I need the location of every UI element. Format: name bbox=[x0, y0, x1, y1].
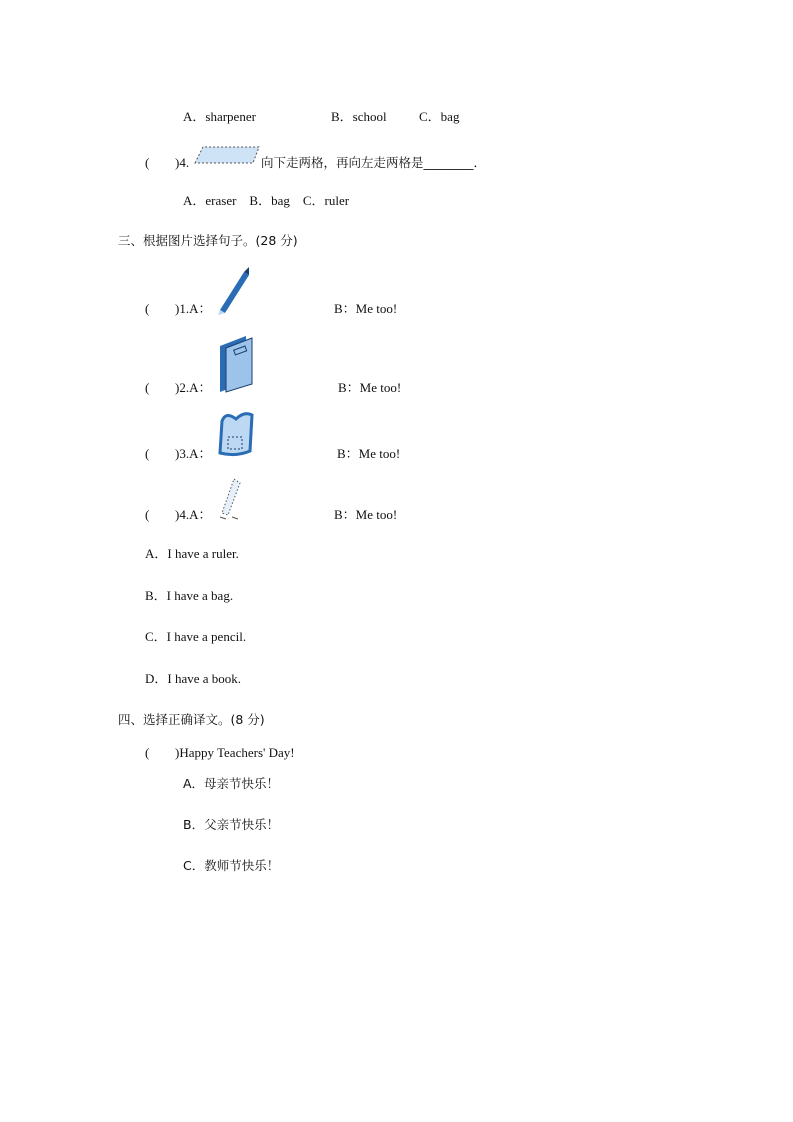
answer-paren: ( bbox=[145, 507, 150, 522]
question-options: A．eraser B．bag C．ruler bbox=[183, 193, 350, 208]
choice: C．I have a pencil. bbox=[145, 629, 247, 644]
item-label: )4.A： bbox=[175, 507, 212, 522]
question-text: )Happy Teachers' Day! bbox=[175, 745, 295, 760]
section-title: 三、根据图片选择句子。(28 分) bbox=[118, 233, 298, 248]
question-number: )4. bbox=[175, 155, 190, 170]
ruler-icon bbox=[218, 477, 244, 521]
option: A．母亲节快乐！ bbox=[183, 776, 280, 791]
reply: B：Me too! bbox=[338, 380, 402, 395]
answer-paren: ( bbox=[145, 380, 150, 395]
answer-paren: ( bbox=[145, 745, 150, 760]
item-label: )1.A： bbox=[175, 301, 212, 316]
reply: B：Me too! bbox=[337, 446, 401, 461]
bag-icon bbox=[216, 411, 256, 461]
eraser-icon bbox=[193, 143, 261, 167]
item-label: )3.A： bbox=[175, 446, 212, 461]
section-title: 四、选择正确译文。(8 分) bbox=[118, 712, 265, 727]
answer-paren: ( bbox=[145, 301, 150, 316]
option-b: B．school bbox=[331, 109, 387, 124]
book-icon bbox=[216, 334, 256, 394]
pencil-icon bbox=[216, 266, 252, 316]
reply: B：Me too! bbox=[334, 507, 398, 522]
question-text: 向下走两格，再向左走两格是________． bbox=[261, 155, 487, 170]
reply: B：Me too! bbox=[334, 301, 398, 316]
choice: B．I have a bag. bbox=[145, 588, 234, 603]
item-label: )2.A： bbox=[175, 380, 212, 395]
option: B．父亲节快乐！ bbox=[183, 817, 280, 832]
answer-paren: ( bbox=[145, 446, 150, 461]
option: C．教师节快乐！ bbox=[183, 858, 280, 873]
answer-paren: ( bbox=[145, 155, 150, 170]
choice: D．I have a book. bbox=[145, 671, 242, 686]
option-a: A．sharpener bbox=[183, 109, 256, 124]
choice: A．I have a ruler. bbox=[145, 546, 239, 561]
option-c: C．bag bbox=[419, 109, 460, 124]
